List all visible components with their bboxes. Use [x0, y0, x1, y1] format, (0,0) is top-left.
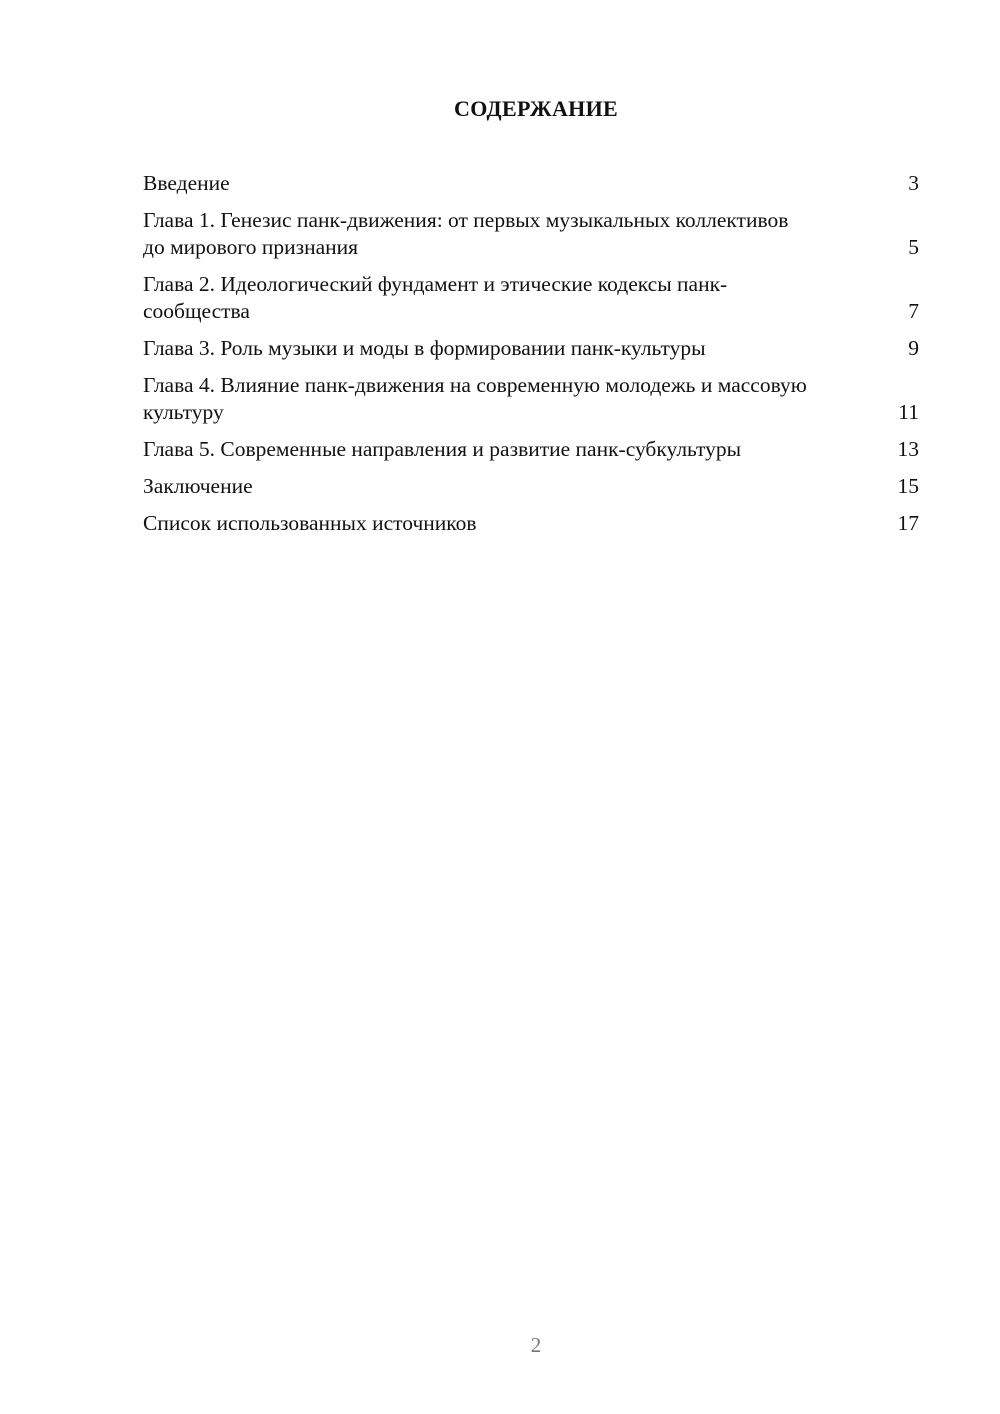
toc-entry-references	[143, 510, 919, 537]
toc-entry-chapter-1	[143, 207, 919, 261]
toc-entry-page: 11	[898, 400, 919, 424]
toc-entry-chapter-4	[143, 372, 919, 426]
toc-entry-chapter-3	[143, 335, 919, 362]
toc-entry-text: Глава 1. Генезис панк-движения: от первых музыкальных коллективов до мирового признания	[143, 208, 789, 259]
page-number: 2	[530, 1333, 542, 1357]
toc-entry-text: Введение	[143, 171, 230, 195]
toc-entry-text: Глава 2. Идеологический фундамент и этические кодексы панк-сообщества	[143, 272, 728, 323]
toc-entry-page: 5	[908, 235, 919, 259]
toc-entry-page: 3	[908, 171, 919, 195]
toc-entry-page: 15	[897, 474, 919, 498]
toc-entry-introduction	[143, 170, 919, 197]
toc-entry-conclusion	[143, 473, 919, 500]
toc-entry-page: 7	[908, 299, 919, 323]
toc-entry-page: 9	[908, 336, 919, 360]
toc-entry-page: 13	[897, 437, 919, 461]
toc-entry-chapter-2	[143, 271, 919, 325]
toc-entry-text: Глава 4. Влияние панк-движения на современную молодежь и массовую культуру	[143, 373, 807, 424]
page-title: СОДЕРЖАНИЕ	[454, 96, 618, 121]
toc-entry-text: Глава 3. Роль музыки и моды в формировании панк-культуры	[143, 336, 706, 360]
toc-entry-text: Заключение	[143, 474, 253, 498]
toc-entry-chapter-5	[143, 436, 919, 463]
table-of-contents	[143, 170, 919, 547]
toc-entry-text: Глава 5. Современные направления и развитие панк-субкультуры	[143, 437, 742, 461]
toc-entry-page: 17	[897, 511, 919, 535]
toc-entry-text: Список использованных источников	[143, 511, 477, 535]
